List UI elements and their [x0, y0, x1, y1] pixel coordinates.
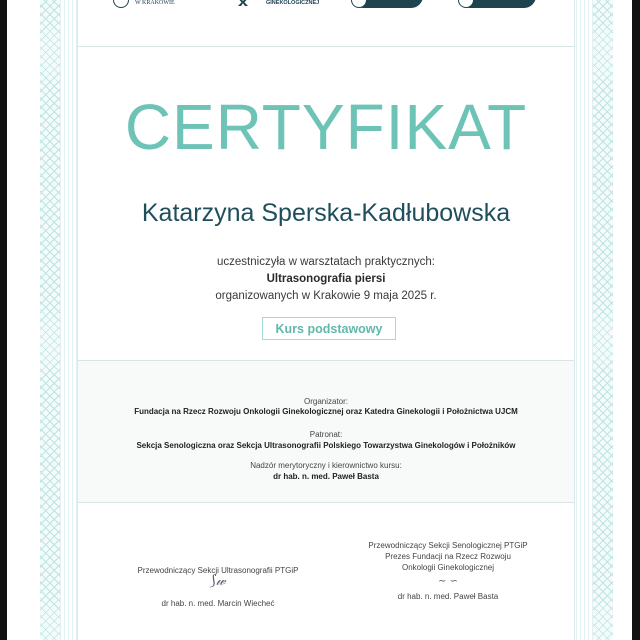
left-guilloche-border	[40, 0, 60, 640]
university-emblem-icon	[113, 0, 129, 8]
divider	[78, 502, 574, 503]
signature-block-left	[108, 565, 328, 609]
divider	[78, 46, 574, 47]
left-scan-edge	[0, 0, 7, 640]
signature-role: Przewodniczący Sekcji Ultrasonografii PTGiP	[137, 566, 299, 575]
right-line-border	[576, 0, 593, 640]
handwritten-signature: ∼ ∽	[438, 576, 458, 587]
patronage-value: Sekcja Senologiczna oraz Sekcja Ultrasonografii Polskiego Towarzystwa Ginekologów i Położników	[136, 441, 516, 450]
signature-block-right	[343, 540, 553, 602]
certificate-title: CERTYFIKAT	[124, 91, 528, 163]
signature-role: Przewodniczący Sekcji Senologicznej PTGiP	[368, 541, 528, 550]
signature-name: dr hab. n. med. Paweł Basta	[397, 592, 499, 601]
supervision-label: Nadzór merytoryczny i kierownictwo kursu:	[250, 461, 402, 470]
organized-text: organizowanych w Krakowie 9 maja 2025 r.	[215, 290, 437, 302]
supervisor-value: dr hab. n. med. Paweł Basta	[273, 472, 379, 481]
logo-foundation-text: GINEKOLOGICZNEJ	[266, 0, 320, 6]
patronage-label: Patronat:	[309, 430, 343, 439]
signature-name: dr hab. n. med. Marcin Wiecheć	[161, 599, 275, 608]
signature-role: Prezes Fundacji na Rzecz Rozwoju	[385, 552, 511, 561]
signature-role: Onkologii Ginekologicznej	[401, 563, 495, 572]
organizer-value: Fundacja na Rzecz Rozwoju Onkologii Ginekologicznej oraz Katedra Ginekologii i Położnictwa UJCM	[134, 407, 518, 416]
certificate-body	[77, 0, 575, 640]
right-guilloche-border	[593, 0, 613, 640]
handwritten-signature: ⟆𝓌	[210, 573, 226, 589]
participation-text: uczestniczyła w warsztatach praktycznych:	[217, 256, 435, 268]
foundation-logo-icon	[238, 0, 248, 6]
recipient-name: Katarzyna Sperska-Kadłubowska	[141, 199, 511, 227]
organizer-label: Organizator:	[303, 397, 349, 406]
workshop-name: Ultrasonografia piersi	[266, 273, 386, 285]
right-scan-edge	[632, 0, 640, 640]
course-level-badge: Kurs podstawowy	[262, 317, 396, 340]
left-line-border	[60, 0, 77, 640]
logo-university-text: W KRAKOWIE	[135, 0, 175, 6]
